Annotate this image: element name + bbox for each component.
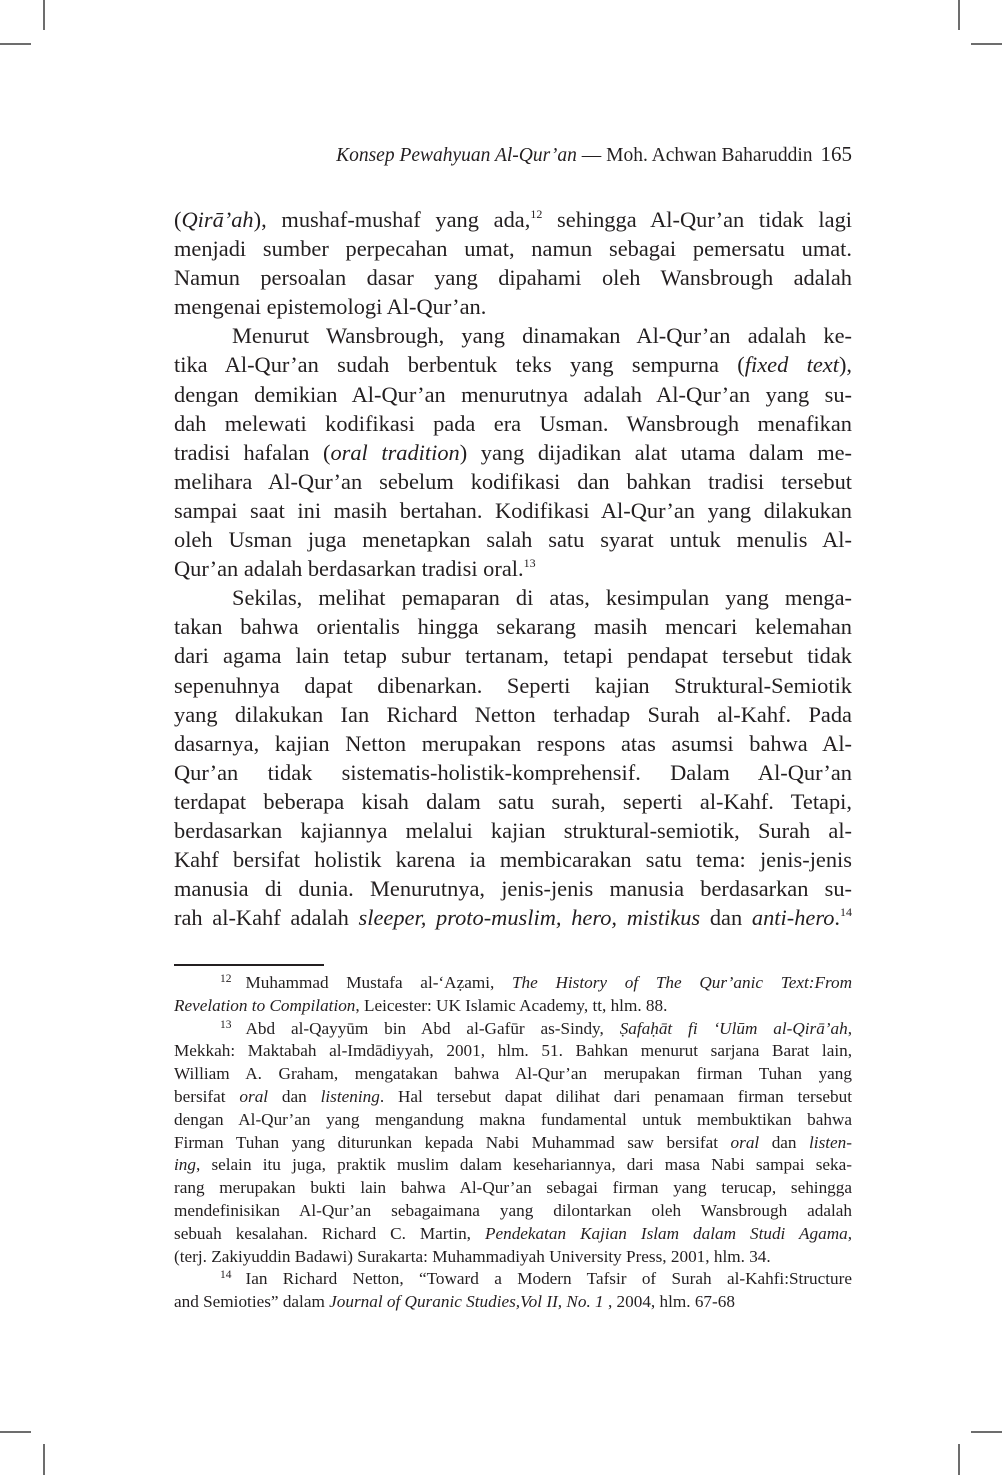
text-line: Kahf bersifat holistik karena ia membicarakan satu tema: jenis-jenis bbox=[174, 847, 852, 873]
text-line: Qur’an tidak sistematis-holistik-komprehensif. Dalam Al-Qur’an bbox=[174, 759, 852, 785]
text-line: bersifat oral dan listening. Hal tersebut dapat dilihat dari penamaan firman tersebut bbox=[174, 1086, 852, 1106]
paragraph-1 bbox=[174, 205, 852, 321]
text-line: tradisi hafalan (oral tradition) yang dijadikan alat utama dalam me- bbox=[174, 439, 852, 465]
crop-mark-top-left-horizontal bbox=[0, 43, 31, 45]
footnote-14 bbox=[174, 1268, 852, 1314]
footnote-number: 14 bbox=[220, 1269, 232, 1282]
crop-mark-bottom-left-vertical bbox=[43, 1444, 45, 1475]
text-line: $^{12}$ Muhammad Mustafa al-‘Aẓami, The History of The Qur’anic Text:From bbox=[220, 973, 853, 992]
text-line: tika Al-Qur’an sudah berbentuk teks yang sempurna (fixed text), bbox=[174, 352, 852, 378]
text-line: ing, selain itu juga, praktik muslim dalam kesehariannya, dari masa Nabi sampai seka- bbox=[174, 1155, 852, 1175]
body-text bbox=[174, 205, 852, 932]
text-line: dengan demikian Al-Qur’an menurutnya adalah Al-Qur’an yang su- bbox=[174, 381, 852, 407]
footnote-12 bbox=[174, 972, 852, 1018]
crop-mark-bottom-left-horizontal bbox=[0, 1431, 31, 1433]
text-line: dari agama lain tetap subur tertanam, tetapi pendapat tersebut tidak bbox=[174, 643, 852, 669]
paragraph-3 bbox=[174, 583, 852, 932]
footnote-number: 12 bbox=[220, 973, 232, 985]
text-line: mengenai epistemologi Al-Qur’an. bbox=[174, 294, 487, 320]
footnote-ref-14[interactable]: 14 bbox=[840, 905, 853, 920]
text-line: sampai saat ini masih bertahan. Kodifikasi Al-Qur’an yang dilakukan bbox=[174, 497, 852, 523]
footnote-ref-13[interactable]: 13 bbox=[523, 556, 536, 571]
footnote-number: 13 bbox=[220, 1018, 232, 1031]
running-head-author: Moh. Achwan Baharuddin bbox=[606, 145, 813, 166]
crop-mark-top-right-horizontal bbox=[971, 43, 1002, 45]
text-line: sebuah kesalahan. Richard C. Martin, Pendekatan Kajian Islam dalam Studi Agama, bbox=[174, 1223, 852, 1243]
text-line: rang merupakan bukti lain bahwa Al-Qur’an sebagai firman yang terucap, sehingga bbox=[174, 1178, 852, 1198]
text-line: manusia di dunia. Menurutnya, jenis-jenis manusia berdasarkan su- bbox=[174, 876, 852, 902]
text-line: $^{13}$ Abd al-Qayyūm bin Abd al-Gafūr as-Sindy, Ṣafaḥāt fi ‘Ulūm al-Qirā’ah, bbox=[220, 1018, 852, 1038]
running-head-separator: — bbox=[576, 145, 607, 166]
text-line: William A. Graham, mengatakan bahwa Al-Qur’an merupakan firman Tuhan yang bbox=[174, 1064, 852, 1084]
text-line: and Semioties” dalam Journal of Quranic Studies,Vol II, No. 1 , 2004, hlm. 67-68 bbox=[174, 1292, 735, 1312]
text-line: dah melewati kodifikasi pada era Usman. Wansbrough menafikan bbox=[174, 410, 852, 436]
footnotes bbox=[174, 972, 852, 1314]
text-line: (Qirā’ah), mushaf-mushaf yang ada,$^{12}$ sehingga Al-Qur’an tidak lagi bbox=[174, 207, 853, 232]
text-line: sepenuhnya dapat dibenarkan. Seperti kajian Struktural-Semiotik bbox=[174, 672, 852, 698]
text-line: dengan Al-Qur’an yang mengandung makna fundamental untuk membuktikan bahwa bbox=[174, 1109, 852, 1129]
page-number: 165 bbox=[820, 142, 852, 166]
footnote-ref-12[interactable]: 12 bbox=[530, 207, 543, 221]
text-line: yang dilakukan Ian Richard Netton terhadap Surah al-Kahf. Pada bbox=[174, 701, 852, 727]
text-line: Firman Tuhan yang diturunkan kepada Nabi Muhammad saw bersifat oral dan listen- bbox=[174, 1132, 852, 1152]
text-line: takan bahwa orientalis hingga sekarang masih mencari kelemahan bbox=[174, 614, 852, 640]
running-head-title: Konsep Pewahyuan Al-Qur’an bbox=[336, 145, 577, 166]
text-line: Qur’an adalah berdasarkan tradisi oral.$^{13}$ bbox=[174, 556, 536, 582]
text-line: mendefinisikan Al-Qur’an sebagaimana yang dilontarkan oleh Wansbrough adalah bbox=[174, 1200, 852, 1220]
footnote-13 bbox=[174, 1018, 852, 1269]
text-line: dasarnya, kajian Netton merupakan respons atas asumsi bahwa Al- bbox=[174, 730, 852, 756]
crop-mark-top-left-vertical bbox=[43, 0, 45, 30]
crop-mark-bottom-right-vertical bbox=[958, 1444, 960, 1475]
text-line: Namun persoalan dasar yang dipahami oleh Wansbrough adalah bbox=[174, 265, 852, 291]
crop-mark-bottom-right-horizontal bbox=[971, 1431, 1002, 1433]
text-line: $^{14}$ Ian Richard Netton, “Toward a Modern Tafsir of Surah al-Kahfi:Structure bbox=[220, 1269, 852, 1289]
footnote-separator bbox=[174, 964, 324, 966]
text-line: Revelation to Compilation, Leicester: UK Islamic Academy, tt, hlm. 88. bbox=[174, 995, 668, 1015]
text-line: (terj. Zakiyuddin Badawi) Surakarta: Muhammadiyah University Press, 2001, hlm. 34. bbox=[174, 1246, 771, 1266]
text-line: Sekilas, melihat pemaparan di atas, kesimpulan yang menga- bbox=[232, 585, 852, 611]
paragraph-2 bbox=[174, 321, 852, 583]
crop-mark-top-right-vertical bbox=[958, 0, 960, 30]
text-line: terdapat beberapa kisah dalam satu surah, seperti al-Kahf. Tetapi, bbox=[174, 788, 852, 814]
text-line: melihara Al-Qur’an sebelum kodifikasi dan bahkan tradisi tersebut bbox=[174, 468, 852, 494]
text-line: Mekkah: Maktabah al-Imdādiyyah, 2001, hlm. 51. Bahkan menurut sarjana Barat lain, bbox=[174, 1041, 852, 1061]
text-line: oleh Usman juga menetapkan salah satu syarat untuk menulis Al- bbox=[174, 527, 852, 553]
text-line: menjadi sumber perpecahan umat, namun sebagai pemersatu umat. bbox=[174, 236, 852, 262]
text-line: berdasarkan kajiannya melalui kajian struktural-semiotik, Surah al- bbox=[174, 817, 852, 843]
running-head bbox=[174, 141, 852, 169]
text-line: rah al-Kahf adalah sleeper, proto-muslim, hero, mistikus dan anti-hero.$^{14}$ bbox=[174, 905, 853, 931]
text-line: Menurut Wansbrough, yang dinamakan Al-Qur’an adalah ke- bbox=[232, 323, 852, 349]
